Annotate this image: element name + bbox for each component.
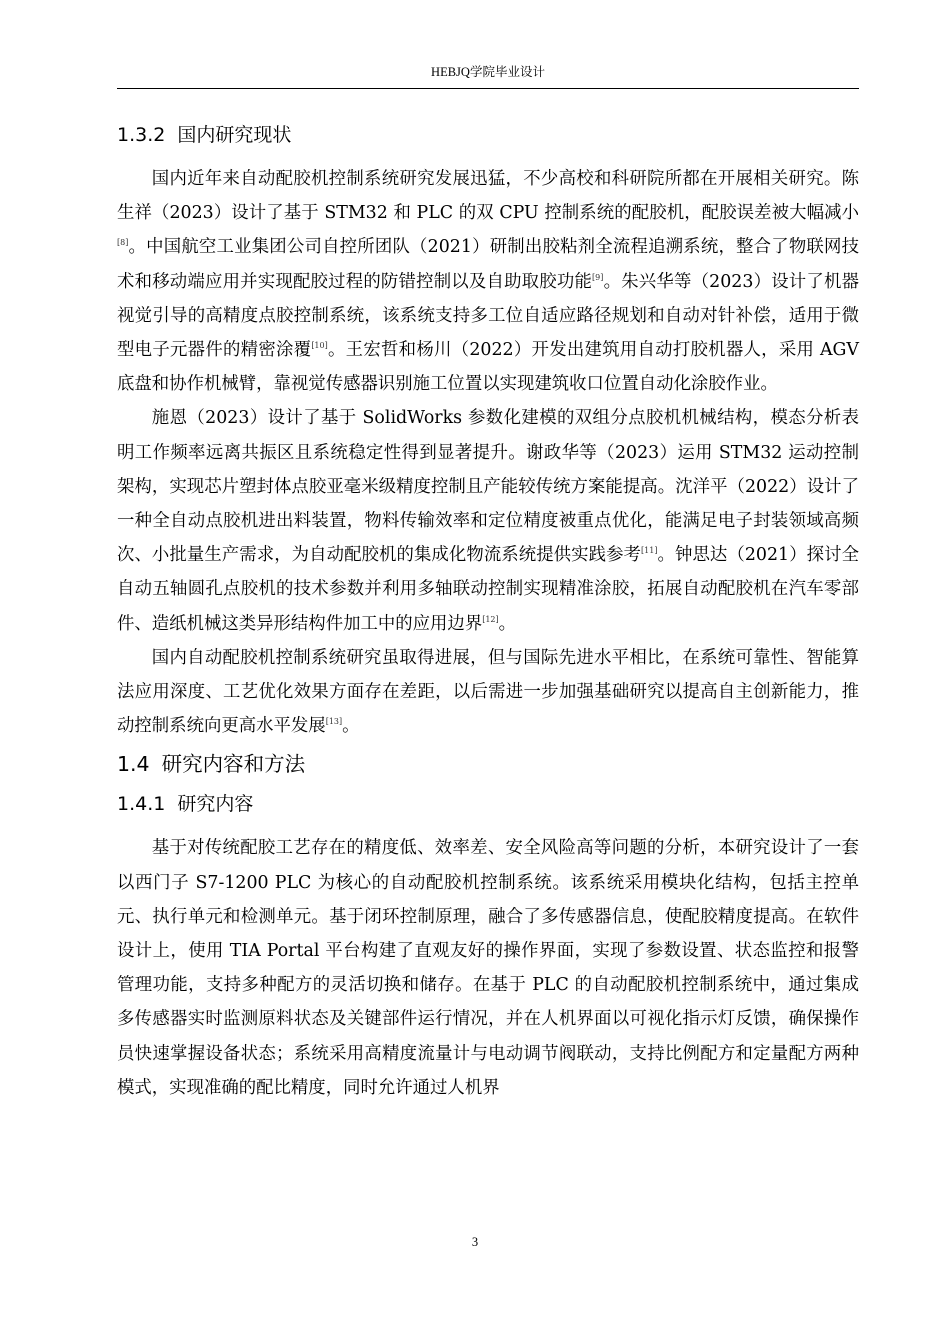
- paragraph-domestic-research-1: [117, 162, 859, 401]
- paragraph-text: 基于对传统配胶工艺存在的精度低、效率差、安全风险高等问题的分析，本研究设计了一套以西门子 S7-1200 PLC 为核心的自动配胶机控制系统。该系统采用模块化结构，包括主控单元、执行单元和检测单元。基于闭环控制原理，融合了多传感器信息，使配胶精度提高。在软件设计上，使用 TIA Portal 平台构建了直观友好的操作界面，实现了参数设置、状态监控和报警管理功能，支持多种配方的灵活切换和储存。在基于 PLC 的自动配胶机控制系统中，通过集成多传感器实时监测原料状态及关键部件运行情况，并在人机界面以可视化指示灯反馈，确保操作员快速掌握设备状态；系统采用高精度流量计与电动调节阀联动，支持比例配方和定量配方两种模式，实现准确的配比精度，同时允许通过人机界: [117, 838, 859, 1098]
- citation-8[interactable]: [8]: [117, 238, 129, 248]
- citation-13[interactable]: [13]: [325, 717, 343, 727]
- section-number: 1.4.1: [117, 793, 166, 816]
- page-body: [117, 120, 859, 1105]
- section-number: 1.3.2: [117, 124, 166, 146]
- paragraph-domestic-research-2: [117, 401, 859, 640]
- section-heading-1-3-2: [117, 120, 859, 150]
- section-heading-1-4-1: [117, 789, 859, 819]
- paragraph-domestic-research-3: [117, 641, 859, 744]
- citation-9[interactable]: [9]: [592, 272, 604, 282]
- paragraph-text: 。钟思达（2021）探讨全自动五轴圆孔点胶机的技术参数并利用多轴联动控制实现精准涂胶，拓展自动配胶机在汽车零部件、造纸机械这类异形结构件加工中的应用边界: [117, 545, 859, 634]
- citation-12[interactable]: [12]: [482, 614, 499, 624]
- paragraph-text: 国内自动配胶机控制系统研究虽取得进展，但与国际先进水平相比，在系统可靠性、智能算法应用深度、工艺优化效果方面存在差距，以后需进一步加强基础研究以提高自主创新能力，推动控制系统向更高水平发展: [117, 647, 859, 737]
- citation-10[interactable]: [10]: [311, 341, 328, 351]
- paragraph-text: 国内近年来自动配胶机控制系统研究发展迅猛，不少高校和科研院所都在开展相关研究。陈生祥（2023）设计了基于 STM32 和 PLC 的双 CPU 控制系统的配胶机，配胶误差被大幅减小: [117, 169, 859, 224]
- paragraph-text: 。: [342, 716, 360, 737]
- section-heading-1-4: [117, 749, 859, 779]
- citation-11[interactable]: [11]: [641, 546, 658, 556]
- page-number: 3: [471, 1235, 479, 1249]
- paragraph-text: 。王宏哲和杨川（2022）开发出建筑用自动打胶机器人，采用 AGV 底盘和协作机械臂，靠视觉传感器识别施工位置以实现建筑收口位置自动化涂胶作业。: [117, 340, 859, 395]
- paragraph-research-content: [117, 831, 859, 1105]
- paragraph-text: 施恩（2023）设计了基于 SolidWorks 参数化建模的双组分点胶机机械结构，模态分析表明工作频率远离共振区且系统稳定性得到显著提升。谢政华等（2023）运用 STM32 运动控制架构，实现芯片塑封体点胶亚毫米级精度控制且产能较传统方案能提高。沈洋平（2022）设计了一种全自动点胶机进出料装置，物料传输效率和定位精度被重点优化，能满足电子封装领域高频次、小批量生产需求，为自动配胶机的集成化物流系统提供实践参考: [117, 408, 859, 566]
- header-rule: [117, 88, 859, 89]
- section-number: 1.4: [117, 752, 150, 777]
- running-header: HEBJQ学院毕业设计: [431, 65, 545, 79]
- section-title: 研究内容和方法: [161, 752, 306, 777]
- paragraph-text: 。中国航空工业集团公司自控所团队（2021）研制出胶粘剂全流程追溯系统，整合了物联网技术和移动端应用并实现配胶过程的防错控制以及自助取胶功能: [117, 237, 859, 292]
- section-title: 国内研究现状: [177, 124, 292, 146]
- section-title: 研究内容: [177, 793, 254, 816]
- paragraph-text: 。: [498, 613, 517, 634]
- paragraph-text: 。朱兴华等（2023）设计了机器视觉引导的高精度点胶控制系统，该系统支持多工位自适应路径规划和自动对针补偿，适用于微型电子元器件的精密涂覆: [117, 271, 859, 361]
